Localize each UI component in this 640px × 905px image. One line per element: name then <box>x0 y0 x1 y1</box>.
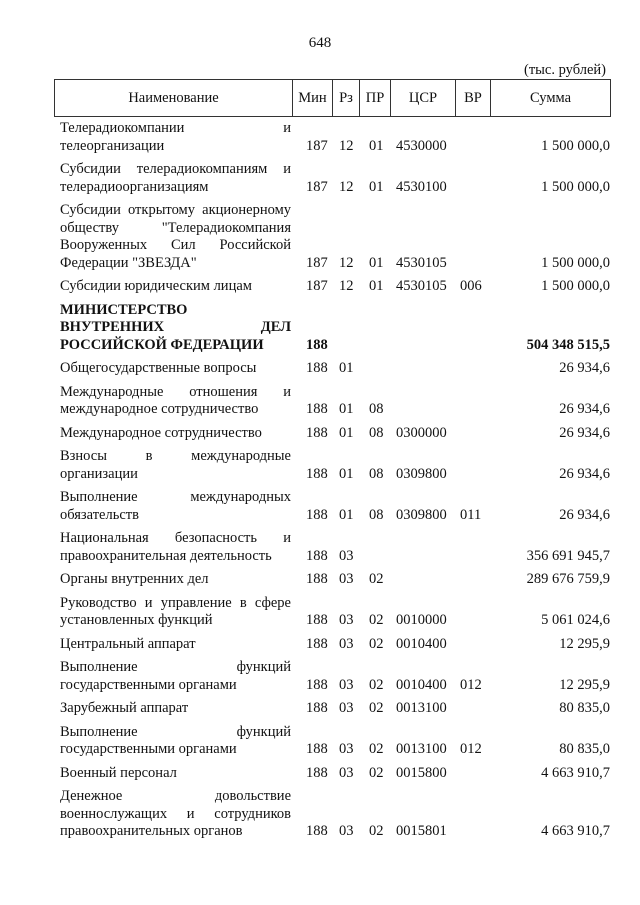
row-sum: 4 663 910,7 <box>541 764 610 781</box>
row-min: 188 <box>306 360 328 376</box>
row-name: Выполнение функций государственными органами <box>60 723 291 757</box>
row-min: 188 <box>306 571 328 587</box>
row-vr: 006 <box>460 278 482 294</box>
units-label: (тыс. рублей) <box>524 62 606 78</box>
table-row <box>54 161 610 196</box>
header-vr: ВР <box>456 80 491 117</box>
row-sum: 1 500 000,0 <box>541 254 610 271</box>
row-sum: 504 348 515,5 <box>526 336 610 353</box>
row-sum: 289 676 759,9 <box>526 571 610 587</box>
row-csr: 0015800 <box>396 764 447 781</box>
row-csr: 4530000 <box>396 137 447 154</box>
row-sum: 26 934,6 <box>559 506 610 523</box>
row-sum: 26 934,6 <box>559 401 610 417</box>
table-row <box>54 700 610 718</box>
row-pr: 02 <box>369 571 384 587</box>
row-min: 188 <box>306 465 328 482</box>
header-rz: Рз <box>333 80 360 117</box>
table-row <box>54 489 610 524</box>
table-row-ministry <box>54 302 610 355</box>
row-sum: 1 500 000,0 <box>541 278 610 294</box>
row-min: 188 <box>306 700 328 716</box>
row-csr: 4530105 <box>396 254 447 271</box>
table-row <box>54 595 610 630</box>
row-pr: 01 <box>369 278 384 294</box>
row-vr: 012 <box>460 676 482 693</box>
row-name: Денежное довольствие военнослужащих и сотрудников правоохранительных органов <box>60 788 291 839</box>
row-pr: 02 <box>369 612 384 628</box>
row-rz: 12 <box>339 178 354 195</box>
row-min: 188 <box>306 635 328 652</box>
row-pr: 02 <box>369 676 384 693</box>
table-row <box>54 788 610 841</box>
header-csr: ЦСР <box>391 80 456 117</box>
row-min: 187 <box>306 254 328 271</box>
table-body <box>54 120 610 841</box>
table-row <box>54 360 610 378</box>
row-rz: 01 <box>339 424 354 441</box>
row-rz: 03 <box>339 764 354 781</box>
row-sum: 80 835,0 <box>559 741 610 757</box>
table-row <box>54 202 610 272</box>
row-pr: 02 <box>369 741 384 757</box>
row-name: Взносы в международные организации <box>60 448 291 482</box>
row-min: 188 <box>306 336 328 353</box>
row-rz: 03 <box>339 571 354 587</box>
row-name: Выполнение международных обязательств <box>60 489 291 523</box>
row-sum: 12 295,9 <box>559 635 610 652</box>
header-sum: Сумма <box>491 80 611 117</box>
row-name: Зарубежный аппарат <box>60 700 189 716</box>
row-csr: 0015801 <box>396 823 447 839</box>
row-pr: 01 <box>369 254 384 271</box>
row-name: Субсидии телерадиокомпаниям и телерадиоорганизациям <box>60 161 291 195</box>
table-row <box>54 120 610 155</box>
row-min: 188 <box>306 741 328 757</box>
row-name: Телерадиокомпании и телеорганизации <box>60 120 291 154</box>
row-pr: 01 <box>369 137 384 154</box>
row-min: 187 <box>306 178 328 195</box>
row-csr: 0309800 <box>396 465 447 482</box>
row-sum: 356 691 945,7 <box>526 547 610 564</box>
table-row <box>54 278 610 296</box>
row-sum: 4 663 910,7 <box>541 823 610 839</box>
row-sum: 26 934,6 <box>559 465 610 482</box>
table-row <box>54 425 610 443</box>
header-min: Мин <box>293 80 333 117</box>
row-sum: 1 500 000,0 <box>541 137 610 154</box>
row-name: МИНИСТЕРСТВО ВНУТРЕННИХ ДЕЛ РОССИЙСКОЙ ФЕДЕРАЦИИ <box>60 301 291 353</box>
row-rz: 01 <box>339 401 354 417</box>
row-sum: 1 500 000,0 <box>541 178 610 195</box>
row-min: 188 <box>306 547 328 564</box>
row-name: Выполнение функций государственными органами <box>60 659 291 693</box>
row-min: 188 <box>306 401 328 417</box>
table-row <box>54 765 610 783</box>
row-min: 188 <box>306 823 328 839</box>
row-min: 187 <box>306 137 328 154</box>
row-rz: 03 <box>339 741 354 757</box>
row-csr: 4530105 <box>396 278 447 294</box>
row-min: 188 <box>306 424 328 441</box>
row-csr: 0010400 <box>396 676 447 693</box>
row-name: Субсидии открытому акционерному обществу "Телерадиокомпания Вооруженных Сил Российской Федерации "ЗВЕЗДА" <box>60 202 291 271</box>
row-rz: 03 <box>339 700 354 716</box>
row-sum: 26 934,6 <box>559 424 610 441</box>
row-rz: 12 <box>339 254 354 271</box>
row-name: Центральный аппарат <box>60 635 196 652</box>
row-pr: 02 <box>369 700 384 716</box>
row-csr: 0309800 <box>396 506 447 523</box>
row-rz: 12 <box>339 137 354 154</box>
row-name: Субсидии юридическим лицам <box>60 278 252 294</box>
table-row <box>54 448 610 483</box>
row-csr: 0013100 <box>396 700 447 716</box>
row-min: 188 <box>306 764 328 781</box>
table-row <box>54 636 610 654</box>
row-pr: 01 <box>369 178 384 195</box>
row-vr: 011 <box>460 506 482 523</box>
row-pr: 08 <box>369 465 384 482</box>
row-min: 188 <box>306 612 328 628</box>
row-rz: 03 <box>339 823 354 839</box>
row-pr: 08 <box>369 424 384 441</box>
table-row <box>54 384 610 419</box>
row-sum: 12 295,9 <box>559 676 610 693</box>
row-csr: 0013100 <box>396 741 447 757</box>
row-pr: 02 <box>369 635 384 652</box>
table-row <box>54 571 610 589</box>
row-name: Общегосударственные вопросы <box>60 360 257 376</box>
row-rz: 03 <box>339 612 354 628</box>
row-min: 188 <box>306 676 328 693</box>
row-sum: 5 061 024,6 <box>541 612 610 628</box>
row-csr: 4530100 <box>396 178 447 195</box>
row-rz: 12 <box>339 278 354 294</box>
row-sum: 26 934,6 <box>559 360 610 376</box>
table-row <box>54 659 610 694</box>
header-pr: ПР <box>360 80 391 117</box>
row-min: 187 <box>306 278 328 294</box>
page-number: 648 <box>308 35 332 51</box>
row-rz: 03 <box>339 676 354 693</box>
row-pr: 08 <box>369 506 384 523</box>
row-pr: 02 <box>369 764 384 781</box>
row-csr: 0010400 <box>396 635 447 652</box>
row-name: Международные отношения и международное сотрудничество <box>60 383 291 417</box>
row-rz: 03 <box>339 547 354 564</box>
row-rz: 03 <box>339 635 354 652</box>
row-min: 188 <box>306 506 328 523</box>
row-name: Органы внутренних дел <box>60 571 209 587</box>
row-rz: 01 <box>339 465 354 482</box>
table-header <box>54 79 611 117</box>
row-sum: 80 835,0 <box>559 700 610 716</box>
header-name: Наименование <box>55 80 293 117</box>
table-row <box>54 530 610 565</box>
row-name: Военный персонал <box>60 764 177 781</box>
row-name: Международное сотрудничество <box>60 424 262 441</box>
row-name: Руководство и управление в сфере установленных функций <box>60 594 291 628</box>
row-pr: 02 <box>369 823 384 839</box>
table-row <box>54 724 610 759</box>
row-rz: 01 <box>339 360 354 376</box>
row-rz: 01 <box>339 506 354 523</box>
row-pr: 08 <box>369 401 384 417</box>
row-vr: 012 <box>460 741 482 757</box>
row-csr: 0300000 <box>396 424 447 441</box>
row-name: Национальная безопасность и правоохранительная деятельность <box>60 530 291 564</box>
row-csr: 0010000 <box>396 612 447 628</box>
